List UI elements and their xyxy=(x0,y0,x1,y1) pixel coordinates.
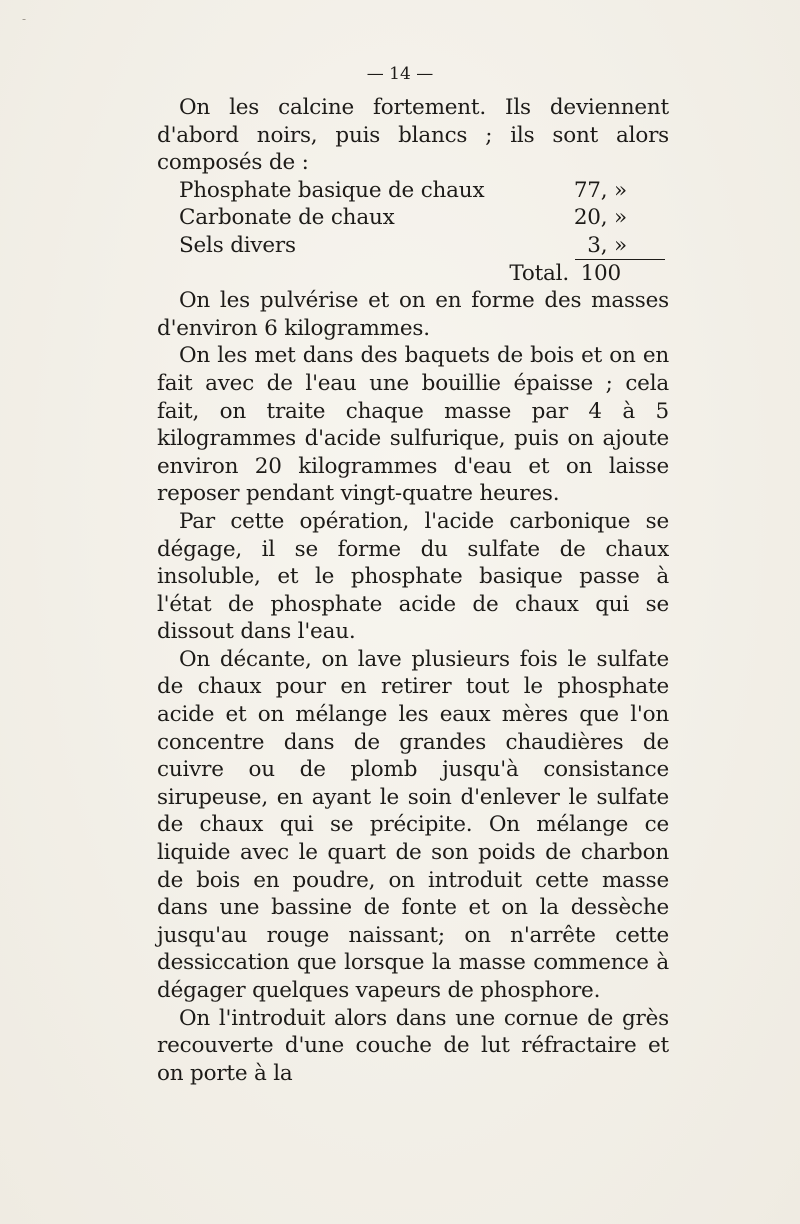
composition-row-phosphate xyxy=(157,177,669,205)
paragraph-4: Par cette opération, l'acide carbonique se dégage, il se forme du sulfate de chaux insoluble, et le phosphate basique passe à l'état de phosphate acide de chaux qui se dissout dans l'eau. xyxy=(157,508,669,645)
total-label: Total. xyxy=(509,260,569,286)
paragraph-5: On décante, on lave plusieurs fois le sulfate de chaux pour en retirer tout le phosphate acide et on mélange les eaux mères que l'on concentre dans de grandes chaudières de cuivre ou de plomb jusqu'à consistance sirupeuse, en ayant le soin d'enlever le sulfate de chaux qui se précipite. On mélange ce liquide avec le quart de son poids de charbon de bois en poudre, on introduit cette masse dans une bassine de fonte et on la dessèche jusqu'au rouge naissant; on n'arrête cette dessiccation que lorsque la masse commence à dégager quelques vapeurs de phosphore. xyxy=(157,646,669,1003)
composition-row-carbonate xyxy=(157,204,669,232)
composition-value: 20, » xyxy=(573,205,627,231)
paragraph-3: On les met dans des baquets de bois et on en fait avec de l'eau une bouillie épaisse ; cela fait, on traite chaque masse par 4 à 5 kilogrammes d'acide sulfurique, puis on ajoute environ 20 kilogrammes d'eau et on laisse reposer pendant vingt-quatre heures. xyxy=(157,343,669,507)
composition-total-row xyxy=(157,260,669,288)
composition-label: Phosphate basique de chaux xyxy=(179,177,485,203)
page-number: — 14 — xyxy=(366,64,434,84)
composition-table xyxy=(157,177,669,287)
paragraph-1: On les calcine fortement. Ils deviennent d'abord noirs, puis blancs ; ils sont alors composés de : xyxy=(157,95,669,176)
total-value: 100 xyxy=(580,260,621,286)
paragraph-2: On les pulvérise et on en forme des masses d'environ 6 kilogrammes. xyxy=(157,288,669,341)
paragraph-6: On l'introduit alors dans une cornue de grès recouverte d'une couche de lut réfractaire et on porte à la xyxy=(157,1005,669,1086)
composition-label: Sels divers xyxy=(179,232,296,258)
scan-mark: - xyxy=(22,12,27,26)
composition-row-sels xyxy=(157,232,669,260)
composition-value: 3, » xyxy=(587,232,627,258)
composition-label: Carbonate de chaux xyxy=(179,205,395,231)
composition-value: 77, » xyxy=(573,177,627,203)
body-text xyxy=(157,94,669,1087)
